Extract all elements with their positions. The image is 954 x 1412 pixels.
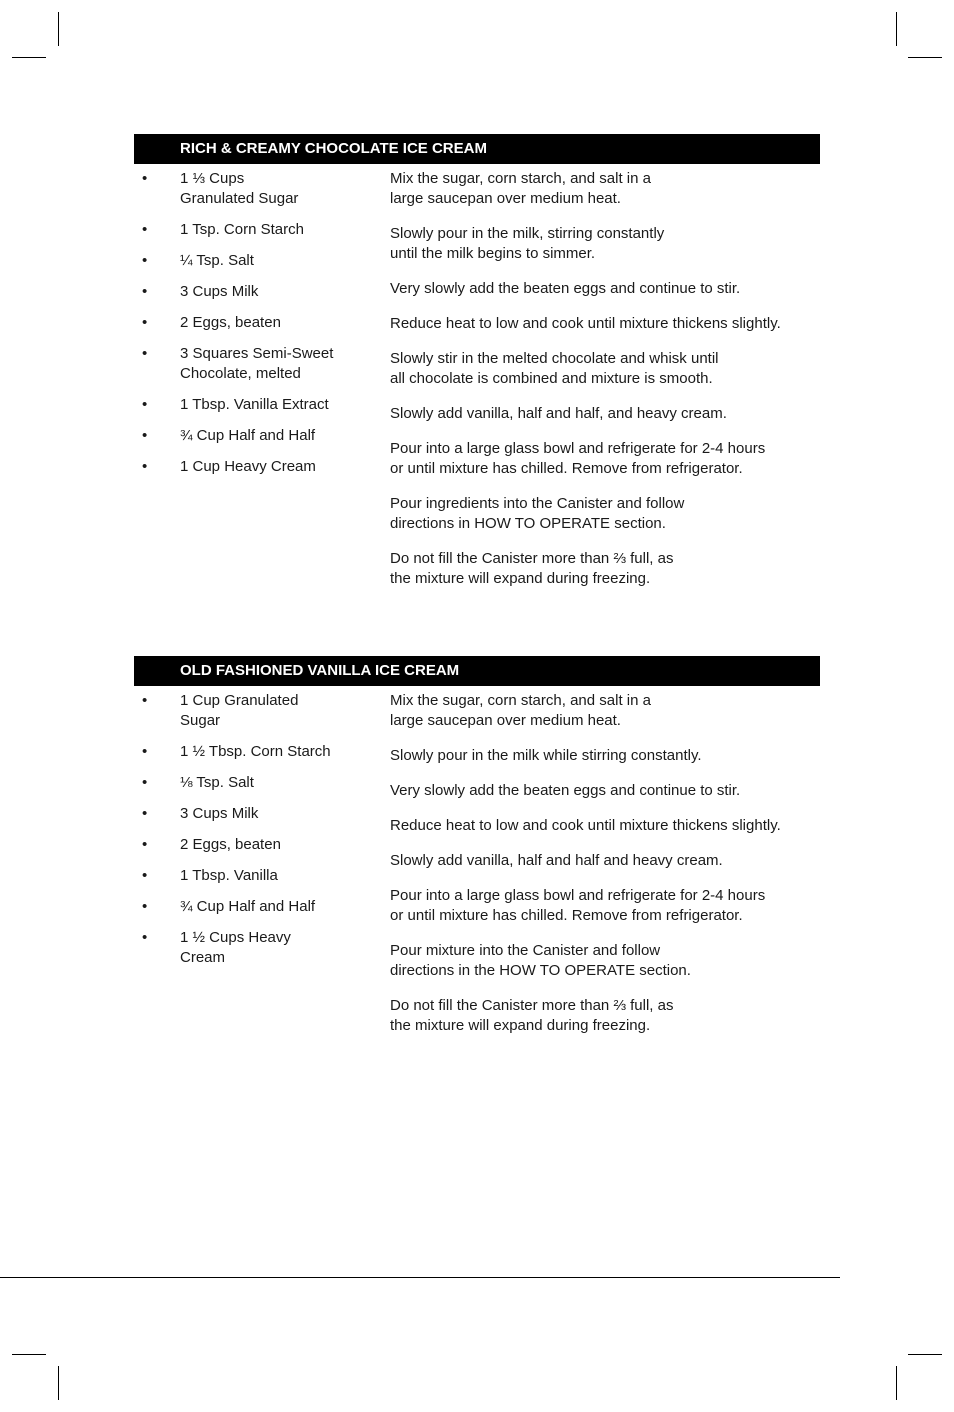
bullet-icon: • xyxy=(142,427,148,444)
bullet-icon: • xyxy=(142,898,148,915)
crop-mark xyxy=(908,1354,942,1355)
bullet-icon: • xyxy=(142,692,148,709)
step-list xyxy=(390,169,820,604)
bullet-icon: • xyxy=(142,774,148,791)
step-item: Pour mixture into the Canister and follow directions in the HOW TO OPERATE section. xyxy=(390,942,691,979)
ingredient-item xyxy=(134,395,374,415)
step-item: Mix the sugar, corn starch, and salt in a large saucepan over medium heat. xyxy=(390,692,651,729)
step-item: Reduce heat to low and cook until mixture thickens slightly. xyxy=(390,315,781,332)
ingredient-item xyxy=(134,773,374,793)
bullet-icon: • xyxy=(142,929,148,946)
crop-mark xyxy=(12,57,46,58)
ingredient-item xyxy=(134,220,374,240)
bullet-icon: • xyxy=(142,805,148,822)
step-item: Slowly pour in the milk while stirring constantly. xyxy=(390,747,702,764)
ingredient-text: 1 Tbsp. Vanilla Extract xyxy=(180,396,329,413)
bullet-icon: • xyxy=(142,283,148,300)
ingredient-text: 1 ½ Cups Heavy Cream xyxy=(180,929,291,966)
step-item: Slowly add vanilla, half and half and heavy cream. xyxy=(390,852,723,869)
ingredient-text: 2 Eggs, beaten xyxy=(180,836,281,853)
bullet-icon: • xyxy=(142,743,148,760)
step-item: Pour ingredients into the Canister and follow directions in HOW TO OPERATE section. xyxy=(390,495,685,532)
ingredient-item xyxy=(134,313,374,333)
ingredient-text: ¾ Cup Half and Half xyxy=(180,427,316,444)
ingredient-item xyxy=(134,344,374,384)
ingredient-item xyxy=(134,835,374,855)
ingredient-text: ¼ Tsp. Salt xyxy=(180,252,254,269)
step-item: Slowly pour in the milk, stirring constantly until the milk begins to simmer. xyxy=(390,225,665,262)
crop-mark xyxy=(908,57,942,58)
recipe-section xyxy=(134,656,820,1034)
ingredient-item xyxy=(134,282,374,302)
step-item: Slowly add vanilla, half and half, and heavy cream. xyxy=(390,405,727,422)
crop-mark xyxy=(896,1366,897,1400)
bullet-icon: • xyxy=(142,867,148,884)
ingredient-text: 1 ½ Tbsp. Corn Starch xyxy=(180,743,331,760)
step-item: Very slowly add the beaten eggs and continue to stir. xyxy=(390,782,741,799)
ingredient-item xyxy=(134,691,374,731)
ingredient-text: 1 Cup Heavy Cream xyxy=(180,458,316,475)
crop-mark xyxy=(58,12,59,46)
step-item: Very slowly add the beaten eggs and continue to stir. xyxy=(390,280,741,297)
ingredient-text: 1 Tbsp. Vanilla xyxy=(180,867,278,884)
recipe-section xyxy=(134,134,820,587)
bullet-icon: • xyxy=(142,458,148,475)
crop-mark xyxy=(12,1354,46,1355)
recipe-title: OLD FASHIONED VANILLA ICE CREAM xyxy=(134,656,820,686)
ingredient-text: ⅛ Tsp. Salt xyxy=(180,774,254,791)
bullet-icon: • xyxy=(142,345,148,362)
step-item: Pour into a large glass bowl and refrigerate for 2-4 hours or until mixture has chilled. Remove from refrigerator. xyxy=(390,887,766,924)
ingredient-item xyxy=(134,251,374,271)
crop-mark xyxy=(58,1366,59,1400)
bullet-icon: • xyxy=(142,221,148,238)
ingredient-item xyxy=(134,928,374,968)
ingredient-item xyxy=(134,866,374,886)
bullet-icon: • xyxy=(142,396,148,413)
step-item: Reduce heat to low and cook until mixture thickens slightly. xyxy=(390,817,781,834)
ingredient-text: 3 Cups Milk xyxy=(180,805,259,822)
bullet-icon: • xyxy=(142,314,148,331)
bullet-icon: • xyxy=(142,836,148,853)
step-item: Do not fill the Canister more than ⅔ full, as the mixture will expand during freezing. xyxy=(390,550,674,587)
ingredient-list xyxy=(134,169,374,488)
recipe-title: RICH & CREAMY CHOCOLATE ICE CREAM xyxy=(134,134,820,164)
step-item: Pour into a large glass bowl and refrigerate for 2-4 hours or until mixture has chilled. Remove from refrigerator. xyxy=(390,440,766,477)
bullet-icon: • xyxy=(142,252,148,269)
ingredient-item xyxy=(134,169,374,209)
ingredient-list xyxy=(134,691,374,979)
ingredient-item xyxy=(134,897,374,917)
ingredient-item xyxy=(134,426,374,446)
ingredient-text: 3 Squares Semi-Sweet Chocolate, melted xyxy=(180,345,334,382)
ingredient-text: 3 Cups Milk xyxy=(180,283,259,300)
ingredient-text: 1 Tsp. Corn Starch xyxy=(180,221,304,238)
ingredient-item xyxy=(134,742,374,762)
step-item: Do not fill the Canister more than ⅔ full, as the mixture will expand during freezing. xyxy=(390,997,674,1034)
crop-mark xyxy=(896,12,897,46)
bullet-icon: • xyxy=(142,170,148,187)
ingredient-item xyxy=(134,804,374,824)
ingredient-item xyxy=(134,457,374,477)
step-item: Slowly stir in the melted chocolate and whisk until all chocolate is combined and mixture is smooth. xyxy=(390,350,719,387)
step-list xyxy=(390,691,820,1051)
ingredient-text: 1 ⅓ Cups Granulated Sugar xyxy=(180,170,299,207)
step-item: Mix the sugar, corn starch, and salt in a large saucepan over medium heat. xyxy=(390,170,651,207)
ingredient-text: 2 Eggs, beaten xyxy=(180,314,281,331)
footer-rule xyxy=(0,1277,840,1278)
ingredient-text: 1 Cup Granulated Sugar xyxy=(180,692,299,729)
ingredient-text: ¾ Cup Half and Half xyxy=(180,898,316,915)
